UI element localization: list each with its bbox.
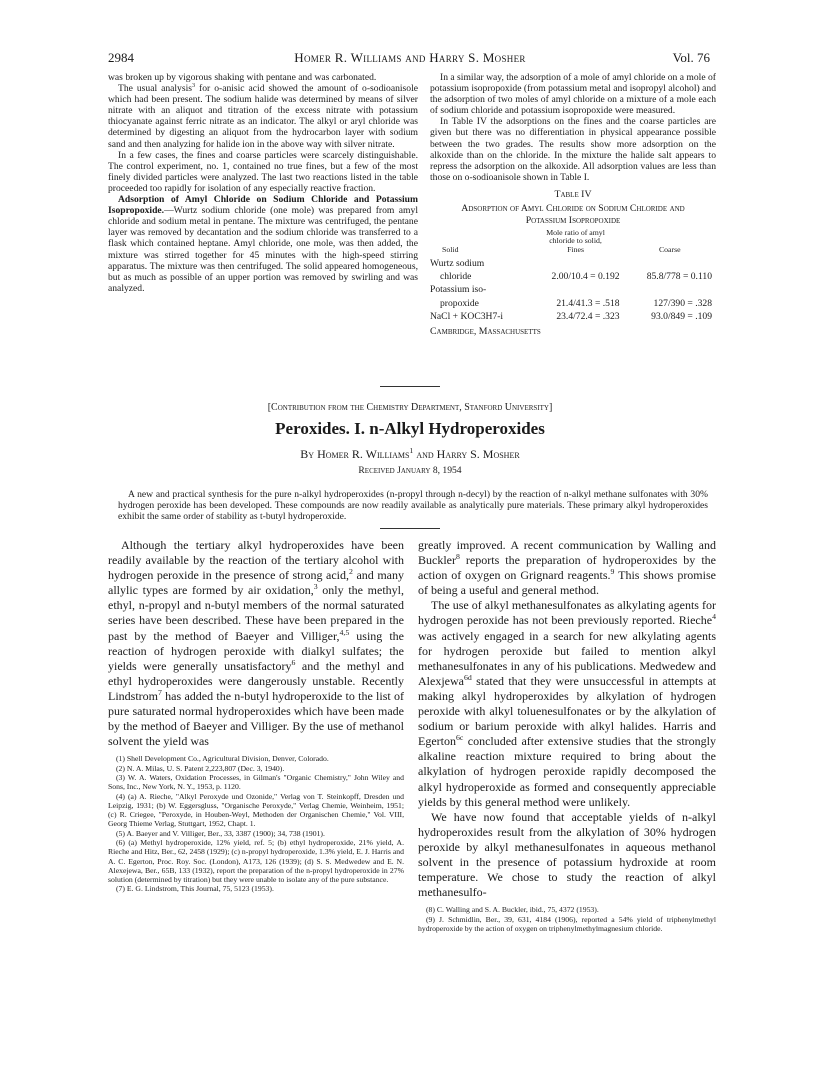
table-cell: 127/390 = .328 [653,297,712,309]
previous-article-right-column [430,72,716,337]
table-cell: Potassium iso- [430,284,487,296]
paragraph: In a similar way, the adsorption of a mole of amyl chloride on a mole of potassium isopropoxide (from potassium metal and isopropyl alcohol) and the adsorption of two moles of amyl chloride on a mixture of a mole each of sodium chloride and potassium isopropoxide were measured. [430,72,716,117]
table-caption: Adsorption of Amyl Chloride on Sodium Chloride and Potassium Isopropoxide [461,203,685,227]
table-cell: 23.4/72.4 = .323 [556,310,620,322]
column-header-coarse: Coarse [658,244,681,254]
table-cell: chloride [440,271,472,283]
paragraph: In a few cases, the fines and coarse particles were scarcely distinguishable. The control experiment, no. 1, contained no true fines, but a few of the most finely divided particles were analyzed. The last two reactions listed in the table proceeded too rapidly for isolation of any especially reactive fraction. [108,149,418,194]
table-row [430,283,716,296]
table-cell: 93.0/849 = .109 [651,310,712,322]
footnote: (5) A. Baeyer and V. Villiger, Ber., 33, 3387 (1900); 34, 738 (1901). [116,828,325,838]
table-cell: 85.8/778 = 0.110 [646,271,712,283]
footnote: (8) C. Walling and S. A. Buckler, ibid., 75, 4372 (1953). [426,905,599,915]
paragraph: We have now found that acceptable yields of n-alkyl hydroperoxides result from the alkylation of 30% hydrogen peroxide by alkyl methanesulfonates in aqueous methanol solvent in the presence of potassium hydroxide at room temperature. We chose to study the reaction of alkyl methanesulfo- [418,809,716,900]
section-divider [380,528,440,529]
page-number: 2984 [108,50,134,65]
received-date: Received January 8, 1954 [358,465,462,476]
adsorption-table [430,229,716,323]
footnote: (1) Shell Development Co., Agricultural Division, Denver, Colorado. [116,754,329,764]
table-row [430,257,716,270]
paragraph: Adsorption of Amyl Chloride on Sodium Chloride and Potassium Isopropoxide.—Wurtz sodium chloride (one mole) was prepared from amyl chloride and sodium metal in pentane. The mixture was centrifuged, the pentane layer was removed by decantation and the sodium chloride was transferred to a flask which contained heptane. Amyl chloride, one mole, was then added, the mixture was stirred together for 45 minutes with the high-speed stirring apparatus. The mixture was then centrifuged. The solid appeared homogeneous, but as much as possible of an upper portion was removed by swirling and was analyzed. [108,194,418,294]
table-row [430,270,716,283]
paragraph: In Table IV the adsorptions on the fines and the coarse particles are given but there was no differentiation in physical appearance possible between the two grades. The results show more adsorption on the alkoxide than on the chloride. In the mixture the halide salt appears to repress the adsorption on the alkoxide. All adsorption values are less than those on o-sodioanisole shown in Table I. [430,116,716,183]
footnotes [418,905,716,933]
volume-label: Vol. 76 [672,50,710,65]
table-row [430,310,716,323]
affiliation-location: Cambridge, Massachusetts [430,325,541,337]
section-divider [380,386,440,387]
column-header-fines: Mole ratio of amyl chloride to solid, Fines [546,228,605,254]
footnote: (3) W. A. Waters, Oxidation Processes, in Gilman's "Organic Chemistry," John Wiley and Sons, Inc., New York, N. Y., 1953, p. 1120. [108,772,404,792]
table-cell: Wurtz sodium [430,258,485,270]
footnote-ref: 3 [191,81,196,89]
paragraph: Although the tertiary alkyl hydroperoxides have been readily available by the reaction of the tertiary alcohol with hydrogen peroxide in the presence of strong acid,$^2$ and many allylic types are formed by air oxidation,$^3$ only the methyl, ethyl, n-propyl and n-butyl members of the normal saturated series have been described. These have been prepared in the past by the method of Baeyer and Villiger,$^{4,5}$ using the reaction of hydrogen peroxide with dialkyl sulfates; the yields were generally unsatisfactory$^6$ and the methyl and ethyl hydroperoxides were dangerously unstable. Recently Lindstrom$^7$ has added the n-butyl hydroperoxide to the list of pure saturated normal hydroperoxides which have been made by the method of Baeyer and Villiger. By the use of methanol solvent the yield was [108,538,405,749]
paragraph: greatly improved. A recent communication by Walling and Buckler$^8$ reports the preparation of hydroperoxides by the action of oxygen on Grignard reagents.$^9$ This shows promise of being a useful and general method. [418,538,716,598]
table-row [430,297,716,310]
body-left-column [108,538,404,894]
previous-article-left-column [108,72,418,294]
table-cell: 21.4/41.3 = .518 [556,297,620,309]
footnote: (4) (a) A. Rieche, "Alkyl Peroxyde und Ozonide," Verlag von T. Steinkopff, Dresden und Leipzig, 1931; (b) W. Eggersgluss, "Organische Peroxyde," Verlag Chemie, Weinheim, 1951; (c) R. Criegee, "Peroxyde, in Houben-Weyl, Methoden der Organischen Chemie," Vol. VIII, Georg Thieme Verlag, Stuttgart, 1952, Chapt. 1. [108,791,404,829]
table-cell: propoxide [440,297,479,309]
footnote-ref: 1 [409,446,414,455]
table-title: Table IV [554,188,592,200]
paragraph: was broken up by vigorous shaking with pentane and was carbonated. [108,72,377,83]
footnote: (2) N. A. Milas, U. S. Patent 2,223,807 (Dec. 3, 1940). [116,763,285,773]
section-heading: Adsorption of Amyl Chloride on Sodium Chloride and Potassium Isopropoxide. [108,194,418,217]
column-header-solid: Solid [442,244,459,254]
abstract: A new and practical synthesis for the pure n-alkyl hydroperoxides (n-propyl through n-decyl) by the reaction of n-alkyl methane sulfonates with 30% hydrogen peroxide has been developed. These compounds are now readily available as analytically pure materials. These primary alkyl hydroperoxides exhibit the same order of stability as t-butyl hydroperoxide. [118,489,708,522]
contribution-line: [Contribution from the Chemistry Department, Stanford University] [267,402,553,413]
article-title: Peroxides. I. n-Alkyl Hydroperoxides [275,419,545,438]
article-authors: By Homer R. Williams$^1$ and Harry S. Mosher [300,446,520,461]
table-cell: NaCl + KOC3H7-i [430,310,504,322]
table-header-row [430,229,716,257]
table-cell: 2.00/10.4 = 0.192 [551,271,620,283]
footnote: (9) J. Schmidlin, Ber., 39, 631, 4184 (1906), reported a 54% yield of triphenylmethyl hydroperoxide by the action of oxygen on triphenylmethylmagnesium chloride. [418,914,716,933]
body-right-column [418,538,716,933]
footnote: (7) E. G. Lindstrom, This Journal, 75, 5123 (1953). [116,884,274,894]
footnotes [108,754,404,893]
paragraph: The usual analysis$^3$ for o-anisic acid showed the amount of o-sodioanisole which had been present. The sodium halide was determined by means of silver nitrate with an aliquot and titration of the excess nitrate with potassium thiocyanate against ferric nitrate as an indicator. The alkyl or aryl chloride was determined by digesting an aliquot from the hydrocarbon layer with sodium sand and then analyzing for halide ion in the above way with silver nitrate. [108,81,418,150]
footnote: (6) (a) Methyl hydroperoxide, 12% yield, ref. 5; (b) ethyl hydroperoxide, 21% yield, A. Rieche and Hitz, Ber., 62, 2458 (1929); (c) n-propyl hydroperoxide, 1.3% yield, E. J. Harris and A. C. Egerton, Proc. Roy. Soc. (London), A173, 126 (1939); (d) S. S. Medwedew and E. N. Alexejewa, Ber., 65B, 133 (1932), report the preparation of the n-propyl hydroperoxide in 27% solution (determined by titration) but they were unable to isolate any of the pure substance. [108,837,404,885]
running-title: Homer R. Williams and Harry S. Mosher [294,50,526,65]
paragraph: The use of alkyl methanesulfonates as alkylating agents for hydrogen peroxide has not been previously reported. Rieche$^4$ was actively engaged in a search for new alkylating agents for hydrogen peroxide but failed to mention alkyl methanesulfonates in any of his publications. Medwedew and Alexjewa$^{6d}$ stated that they were unsuccessful in attempts at making alkyl hydroperoxides by alkylation of hydrogen peroxide with alkyl toluenesulfonates or by the alkylation of sodium or barium peroxide with alkyl halides. Harris and Egerton$^{6c}$ concluded after extensive studies that the strongly alkaline reaction mixture required to bring about the alkylation of hydrogen peroxide rapidly decomposed the alkyl hydroperoxide as formed and consequently appreciable yields by this general method were unlikely. [418,598,716,809]
